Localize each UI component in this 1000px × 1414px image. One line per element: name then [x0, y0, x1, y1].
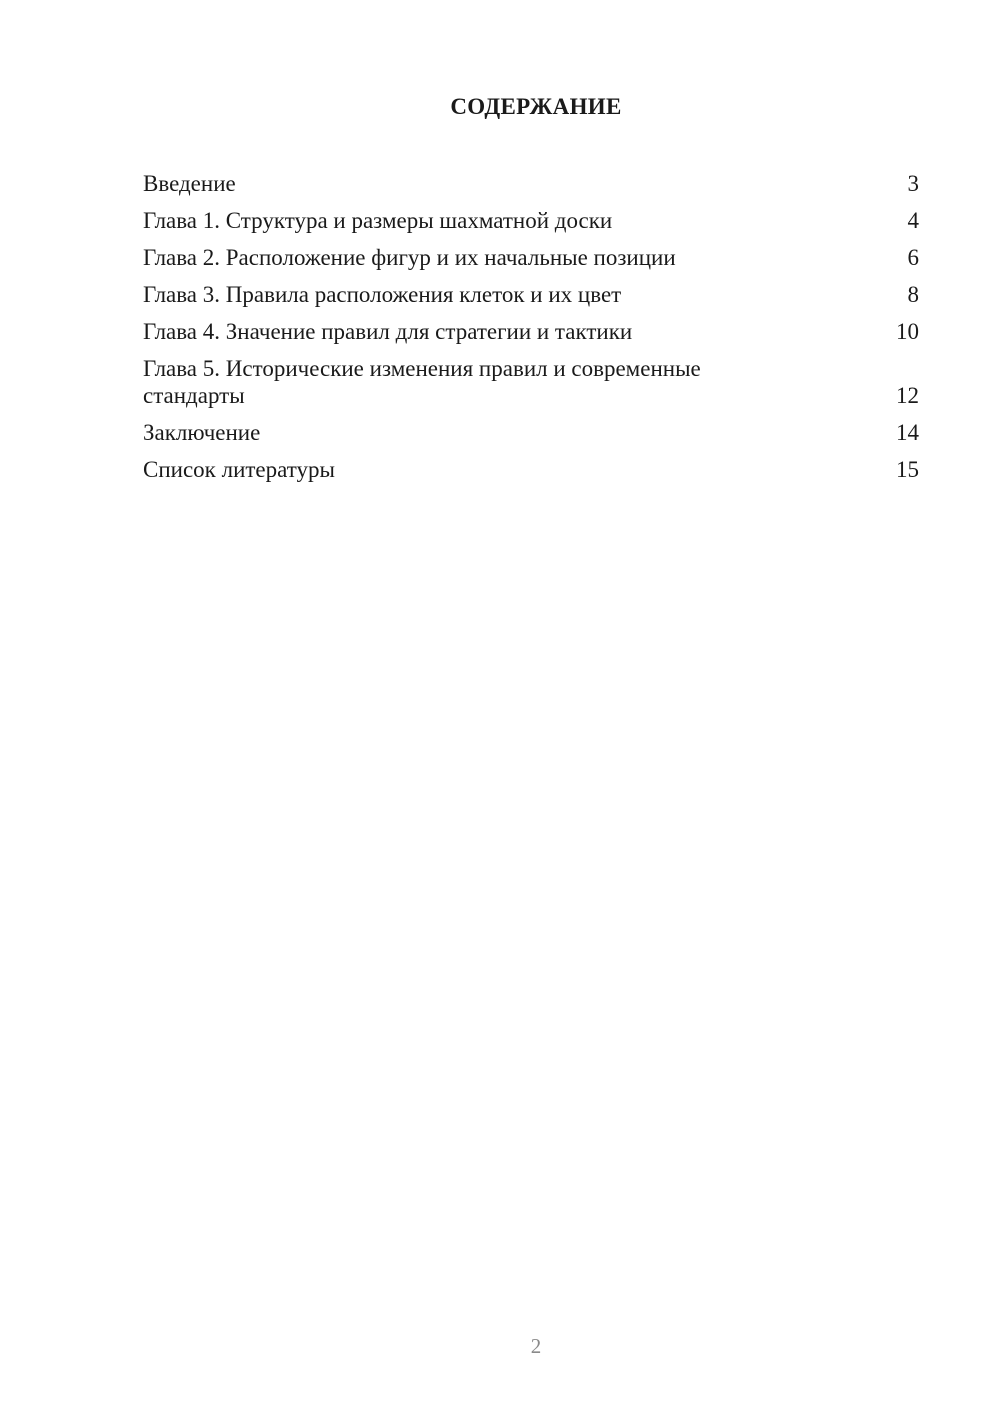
- toc-entry-references[interactable]: [143, 456, 919, 483]
- toc-entry-page: 10: [896, 319, 919, 344]
- toc-entry-label: Введение: [143, 171, 236, 196]
- toc-entry-conclusion[interactable]: [143, 419, 919, 446]
- toc-entry-page: 14: [896, 420, 919, 445]
- toc-entry-page: 6: [907, 245, 919, 270]
- toc-entry-page: 12: [896, 383, 919, 408]
- toc-entry-chapter-2[interactable]: [143, 244, 919, 271]
- toc-entry-chapter-4[interactable]: [143, 318, 919, 345]
- toc-entry-label: Глава 5. Исторические изменения правил и современные стандарты: [143, 356, 701, 408]
- toc-title: СОДЕРЖАНИЕ: [450, 94, 622, 119]
- toc-entry-page: 4: [907, 208, 919, 233]
- toc-entry-page: 3: [907, 171, 919, 196]
- toc-entry-label: Глава 3. Правила расположения клеток и их цвет: [143, 282, 622, 307]
- toc-entry-label: Глава 1. Структура и размеры шахматной доски: [143, 208, 613, 233]
- toc-entry-chapter-3[interactable]: [143, 281, 919, 308]
- table-of-contents: [143, 170, 919, 493]
- toc-entry-page: 8: [907, 282, 919, 307]
- toc-entry-introduction[interactable]: [143, 170, 919, 197]
- toc-entry-label: Список литературы: [143, 457, 335, 482]
- toc-entry-label: Глава 2. Расположение фигур и их начальные позиции: [143, 245, 676, 270]
- toc-entry-label: Глава 4. Значение правил для стратегии и тактики: [143, 319, 633, 344]
- toc-entry-chapter-5[interactable]: [143, 355, 919, 409]
- toc-entry-chapter-1[interactable]: [143, 207, 919, 234]
- toc-entry-page: 15: [896, 457, 919, 482]
- page-number: 2: [530, 1334, 542, 1358]
- toc-entry-label: Заключение: [143, 420, 261, 445]
